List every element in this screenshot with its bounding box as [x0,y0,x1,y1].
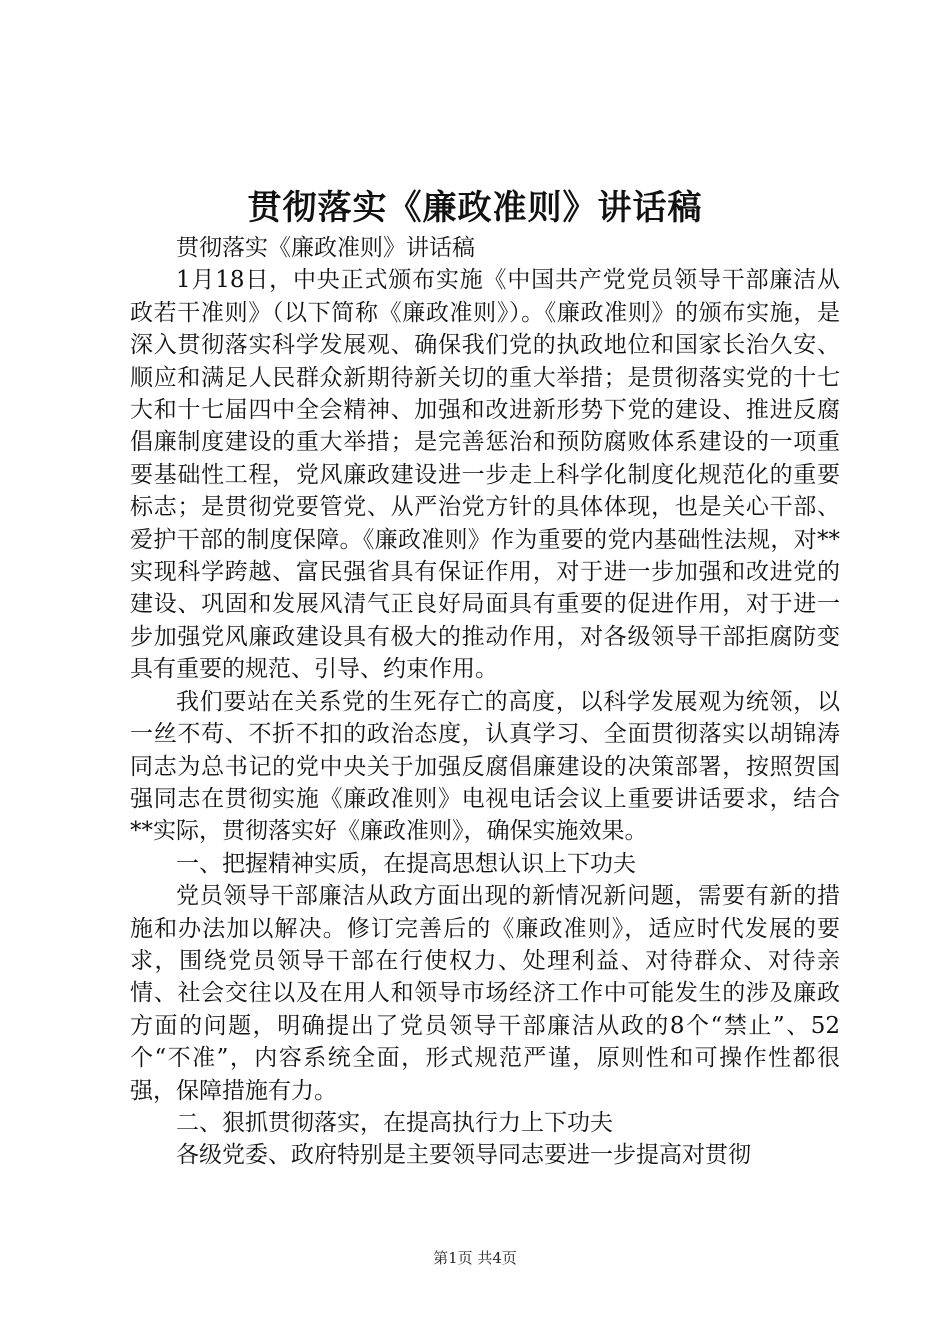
document-body [130,232,840,1172]
section-heading: 二、狠抓贯彻落实，在提高执行力上下功夫 [176,1109,613,1136]
section-heading: 一、把握精神实质，在提高思想认识上下功夫 [176,850,636,877]
document-title: 贯彻落实《廉政准则》讲话稿 [247,188,703,228]
body-paragraph: 各级党委、政府特别是主要领导同志要进一步提高对贯彻 [176,1142,751,1169]
body-paragraph: 1月18日，中央正式颁布实施《中国共产党党员领导干部廉洁从政若干准则》（以下简称《廉政准则》）。《廉政准则》的颁布实施，是深入贯彻落实科学发展观、确保我们党的执政地位和国家长治久安、顺应和满足人民群众新期待新关切的重大举措；是贯彻落实党的十七大和十七届四中全会精神、加强和改进新形势下党的建设、推进反腐倡廉制度建设的重大举措；是完善惩治和预防腐败体系建设的一项重要基础性工程，党风廉政建设进一步走上科学化制度化规范化的重要标志；是贯彻党要管党、从严治党方针的具体体现，也是关心干部、爱护干部的制度保障。《廉政准则》作为重要的党内基础性法规，对**实现科学跨越、富民强省具有保证作用，对于进一步加强和改进党的建设、巩固和发展风清气正良好局面具有重要的促进作用，对于进一步加强党风廉政建设具有极大的推动作用，对各级领导干部拒腐防变具有重要的规范、引导、约束作用。 [130,267,840,683]
body-paragraph: 我们要站在关系党的生死存亡的高度，以科学发展观为统领，以一丝不苟、不折不扣的政治态度，认真学习、全面贯彻落实以胡锦涛同志为总书记的党中央关于加强反腐倡廉建设的决策部署，按照贺国强同志在贯彻实施《廉政准则》电视电话会议上重要讲话要求，结合**实际，贯彻落实好《廉政准则》，确保实施效果。 [130,688,840,845]
body-paragraph-subtitle: 贯彻落实《廉政准则》讲话稿 [176,235,475,261]
body-paragraph: 党员领导干部廉洁从政方面出现的新情况新问题，需要有新的措施和办法加以解决。修订完善后的《廉政准则》，适应时代发展的要求，围绕党员领导干部在行使权力、处理利益、对待群众、对待亲情、社会交往以及在用人和领导市场经济工作中可能发生的涉及廉政方面的问题，明确提出了党员领导干部廉洁从政的8个“禁止”、52个“不准”，内容系统全面，形式规范严谨，原则性和可操作性都很强，保障措施有力。 [130,883,840,1104]
page-number-footer: 第1页 共4页 [433,1249,517,1267]
